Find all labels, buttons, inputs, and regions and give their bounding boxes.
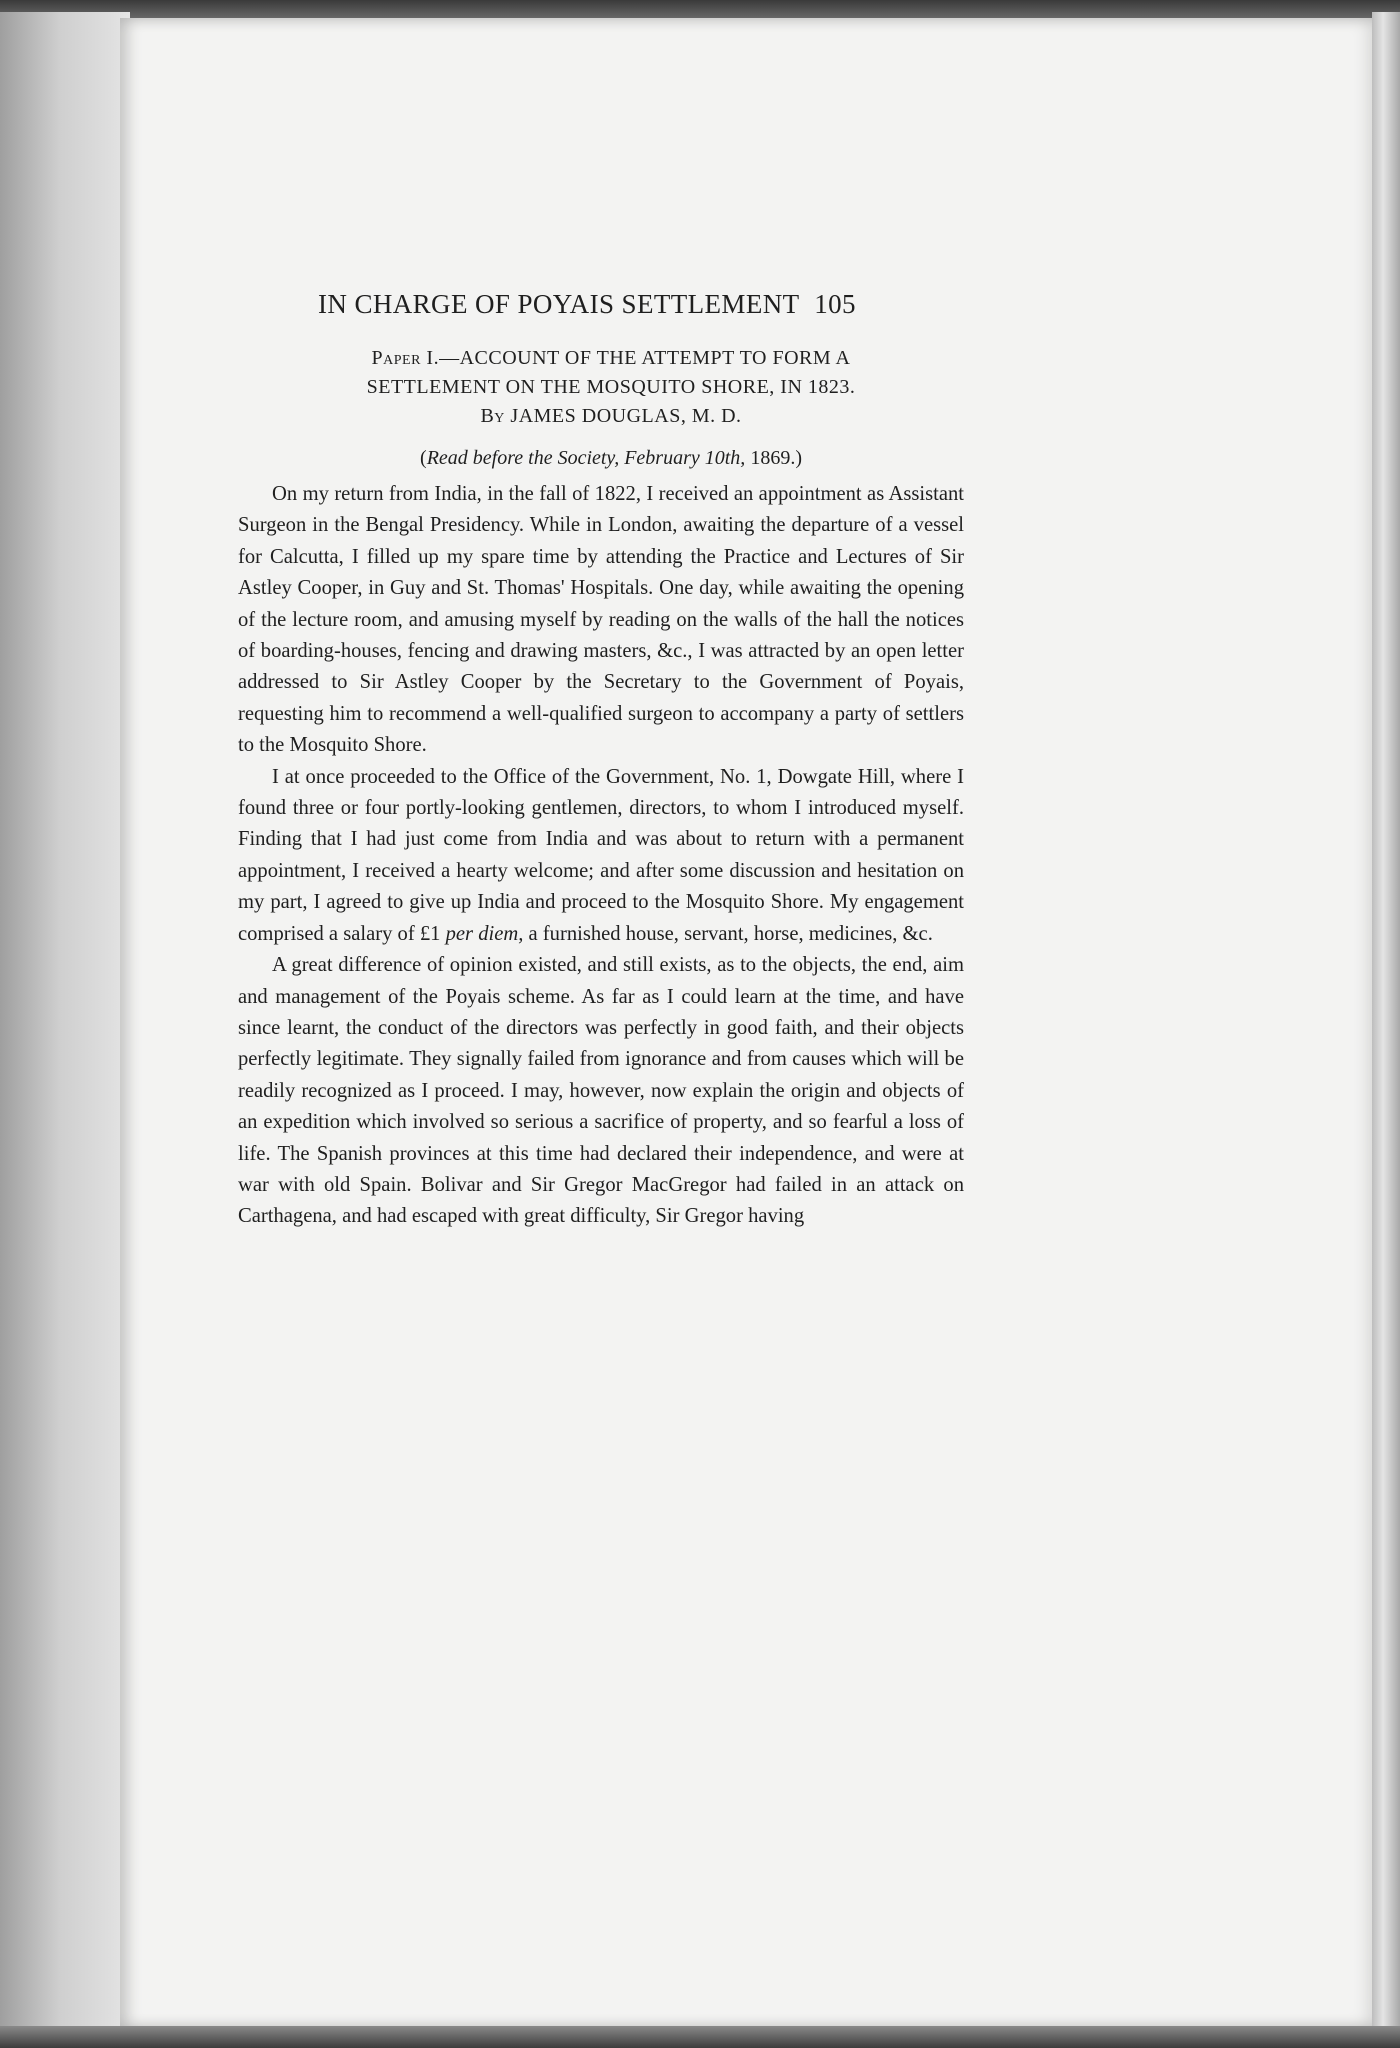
running-head <box>318 282 964 326</box>
paper-label: Paper <box>371 347 421 369</box>
paragraph-2-text-a: I at once proceeded to the Office of the Government, No. 1, Dowgate Hill, where I found three or four portly-looking gentlemen, directors, to whom I introduced myself. Finding that I had just come from India and was about to return with a permanent appointment, I received a hearty welcome; and after some discussion and hesitation on my part, I agreed to give up India and proceed to the Mosquito Shore. My engagement comprised a salary of £1 <box>238 765 964 945</box>
paragraph-1: On my return from India, in the fall of 1822, I received an appointment as Assistant Surgeon in the Bengal Presidency. While in London, awaiting the departure of a vessel for Calcutta, I filled up my spare time by attending the Practice and Lectures of Sir Astley Cooper, in Guy and St. Thomas' Hospitals. One day, while awaiting the opening of the lecture room, and amusing myself by reading on the walls of the hall the notices of boarding-houses, fencing and drawing masters, &c., I was attracted by an open letter addressed to Sir Astley Cooper by the Secretary to the Government of Poyais, requesting him to recommend a well-qualified surgeon to accompany a party of settlers to the Mosquito Shore. <box>238 483 964 757</box>
paragraph-2 <box>238 762 964 950</box>
paper-heading <box>238 344 964 431</box>
page-number: 105 <box>814 289 856 319</box>
paper-title-part-2: SETTLEMENT ON THE MOSQUITO SHORE, IN 1823. <box>366 376 856 398</box>
paragraph-3: A great difference of opinion existed, and still exists, as to the objects, the end, aim and management of the Poyais scheme. As far as I could learn at the time, and have since learnt, the conduct of the directors was perfectly in good faith, and their objects perfectly legitimate. They signally failed from ignorance and from causes which will be readily recognized as I proceed. I may, however, now explain the origin and objects of an expedition which involved so serious a sacrifice of property, and so fearful a loss of life. The Spanish provinces at this time had declared their independence, and were at war with old Spain. Bolivar and Sir Gregor MacGregor had failed in an attack on Carthagena, and had escaped with great difficulty, Sir Gregor having <box>238 954 964 1228</box>
scanner-bottom-edge <box>0 2026 1400 2048</box>
paper-byline <box>258 402 964 431</box>
facing-page-edge <box>0 12 130 2032</box>
page-right-edge <box>1372 12 1400 2032</box>
by-label: By <box>480 405 505 427</box>
paragraph-2-italic: per diem, <box>445 922 524 945</box>
read-before-note <box>238 443 964 473</box>
running-head-title: IN CHARGE OF POYAIS SETTLEMENT <box>318 289 800 319</box>
article-body <box>238 479 964 1233</box>
paper-title-part-1: I.—ACCOUNT OF THE ATTEMPT TO FORM A <box>426 347 851 369</box>
paragraph-2-text-b: a furnished house, servant, horse, medicines, &c. <box>523 922 933 945</box>
author-name: JAMES DOUGLAS, M. D. <box>510 405 742 427</box>
page-text-block <box>238 282 964 1233</box>
paper-heading-line-1 <box>258 344 964 373</box>
read-note-open: ( <box>420 447 427 469</box>
read-note-year: 1869.) <box>745 447 802 469</box>
scanner-top-edge <box>0 0 1400 20</box>
read-note-italic: Read before the Society, February 10th, <box>426 447 746 469</box>
